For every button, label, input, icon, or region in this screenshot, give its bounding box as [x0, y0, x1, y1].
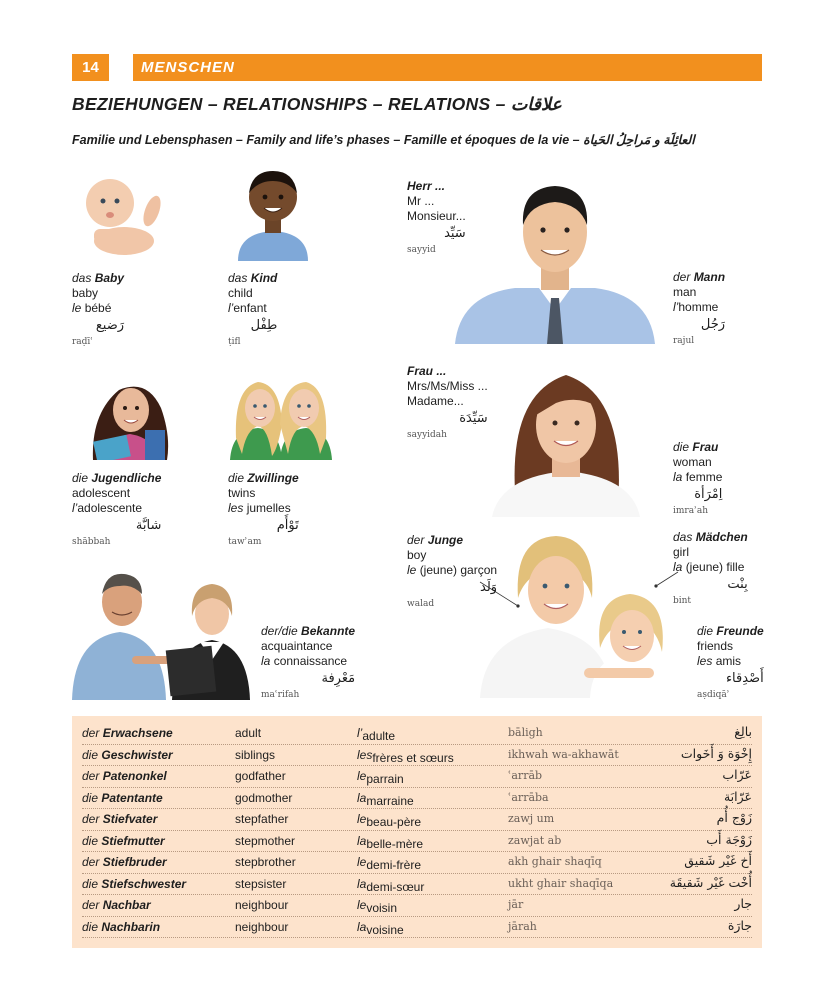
vocab-transliteration: zawjat ab: [508, 833, 562, 847]
vocab-english: godmother: [235, 790, 293, 805]
entry-jugendliche: die Jugendliche adolescent l’adolescente شابَّة shābbah: [72, 471, 162, 547]
entry-baby: das Baby baby le bébé رَضيع raḍīʿ: [72, 271, 125, 347]
entry-junge: der Junge boy le (jeune) garçon وَلَد walad: [407, 533, 498, 609]
vocab-transliteration: ukht ghair shaqīqa: [508, 876, 614, 890]
vocab-row: [82, 874, 752, 896]
entry-bekannte: der/die Bekannte acquaintance la connaissance مَعْرِفة maʿrifah: [261, 624, 356, 700]
vocab-transliteration: jār: [508, 898, 524, 911]
vocab-french: la voisine: [357, 919, 404, 937]
vocab-english: stepsister: [235, 876, 287, 891]
vocab-french: le demi-frère: [357, 855, 422, 872]
vocab-row: [82, 745, 752, 767]
boy-girl-photo: [480, 528, 682, 698]
woman-photo: [486, 355, 646, 517]
vocab-arabic: زَوْج أُم: [716, 810, 752, 825]
vocab-transliteration: ʿarrāba: [508, 790, 549, 804]
entry-frau: die Frau woman la femme اِمْرَأة imraʾah: [673, 440, 723, 516]
vocab-german: der Stiefbruder: [82, 855, 167, 869]
vocab-arabic: جار: [734, 896, 752, 911]
vocab-english: stepfather: [235, 812, 289, 826]
page-subtitle: Familie und Lebensphasen – Family and life’s phases – Famille et époques de la vie – العائِلَة و مَراحِلُ الحَياة: [72, 133, 695, 147]
vocab-german: die Stiefschwester: [82, 876, 187, 891]
baby-photo: [72, 163, 162, 263]
vocab-english: neighbour: [235, 919, 289, 934]
vocab-arabic: زَوْجَة أَب: [706, 831, 752, 847]
vocab-transliteration: bāligh: [508, 726, 543, 739]
vocab-english: stepbrother: [235, 855, 296, 869]
child-photo: [228, 163, 318, 261]
vocab-english: stepmother: [235, 833, 296, 848]
vocab-german: die Nachbarin: [82, 919, 161, 934]
vocab-french: les frères et sœurs: [357, 747, 454, 765]
vocab-french: la marraine: [357, 790, 414, 808]
vocab-row: [82, 831, 752, 853]
vocab-german: der Nachbar: [82, 898, 151, 912]
entry-herr: Herr ... Mr ... Monsieur... سَيِّد sayyid: [407, 179, 466, 255]
vocab-row: [82, 809, 752, 831]
vocabulary-table: [72, 716, 762, 948]
vocab-arabic: أُخْت غَيْر شَقيقَة: [669, 874, 752, 890]
man-photo: [455, 170, 655, 344]
vocab-german: die Stiefmutter: [82, 833, 165, 848]
vocab-german: die Patentante: [82, 790, 163, 805]
vocab-row: [82, 723, 752, 745]
vocab-transliteration: zawj um: [508, 812, 555, 825]
vocab-french: la demi-sœur: [357, 876, 425, 894]
vocab-french: l’ adulte: [357, 726, 396, 743]
vocab-row: [82, 788, 752, 810]
vocab-english: adult: [235, 726, 262, 740]
entry-kind: das Kind child l’enfant طِفْل ṭifl: [228, 271, 278, 347]
vocab-german: der Erwachsene: [82, 726, 173, 740]
vocab-english: siblings: [235, 747, 276, 762]
entry-freunde: die Freunde friends les amis أَصْدِقاء aṣdiqāʾ: [697, 624, 764, 700]
acquaintance-photo: [72, 560, 250, 700]
vocab-arabic: بالِغ: [734, 724, 752, 739]
vocab-transliteration: akh ghair shaqīq: [508, 855, 602, 868]
vocab-transliteration: ikhwah wa-akhawāt: [508, 747, 619, 761]
vocab-english: neighbour: [235, 898, 289, 912]
vocab-german: die Geschwister: [82, 747, 173, 762]
vocab-arabic: إِخْوَة وَ أَخَوات: [680, 745, 752, 761]
vocab-row: [82, 895, 752, 917]
vocab-arabic: جارَة: [727, 917, 752, 933]
twins-photo: [228, 368, 333, 460]
page-title: BEZIEHUNGEN – RELATIONSHIPS – RELATIONS – علاقات: [72, 94, 562, 114]
vocab-german: der Patenonkel: [82, 769, 167, 783]
entry-maedchen: das Mädchen girl la (jeune) fille بِنْت bint: [673, 530, 748, 606]
vocab-french: la belle-mère: [357, 833, 424, 851]
vocab-german: der Stiefvater: [82, 812, 158, 826]
chapter-title: MENSCHEN: [133, 54, 762, 81]
vocab-english: godfather: [235, 769, 286, 783]
vocab-arabic: عَرّابَة: [723, 788, 752, 804]
vocab-transliteration: ʿarrāb: [508, 769, 543, 782]
vocab-row: [82, 852, 752, 874]
page-number: 14: [72, 54, 109, 81]
vocab-french: le parrain: [357, 769, 404, 786]
entry-frau-title: Frau ... Mrs/Ms/Miss ... Madame... سَيِّدَة sayyidah: [407, 364, 488, 440]
vocab-row: [82, 917, 752, 939]
vocab-arabic: أَخ غَيْر شَقيق: [684, 853, 752, 868]
vocab-french: le beau-père: [357, 812, 422, 829]
vocab-transliteration: jārah: [508, 919, 537, 933]
vocab-row: [82, 766, 752, 788]
vocab-arabic: عَرّاب: [722, 767, 752, 782]
entry-zwillinge: die Zwillinge twins les jumelles تَوْأَم tawʾam: [228, 471, 299, 547]
vocab-french: le voisin: [357, 898, 398, 915]
adolescent-photo: [75, 368, 185, 460]
entry-mann: der Mann man l’homme رَجُل rajul: [673, 270, 726, 346]
